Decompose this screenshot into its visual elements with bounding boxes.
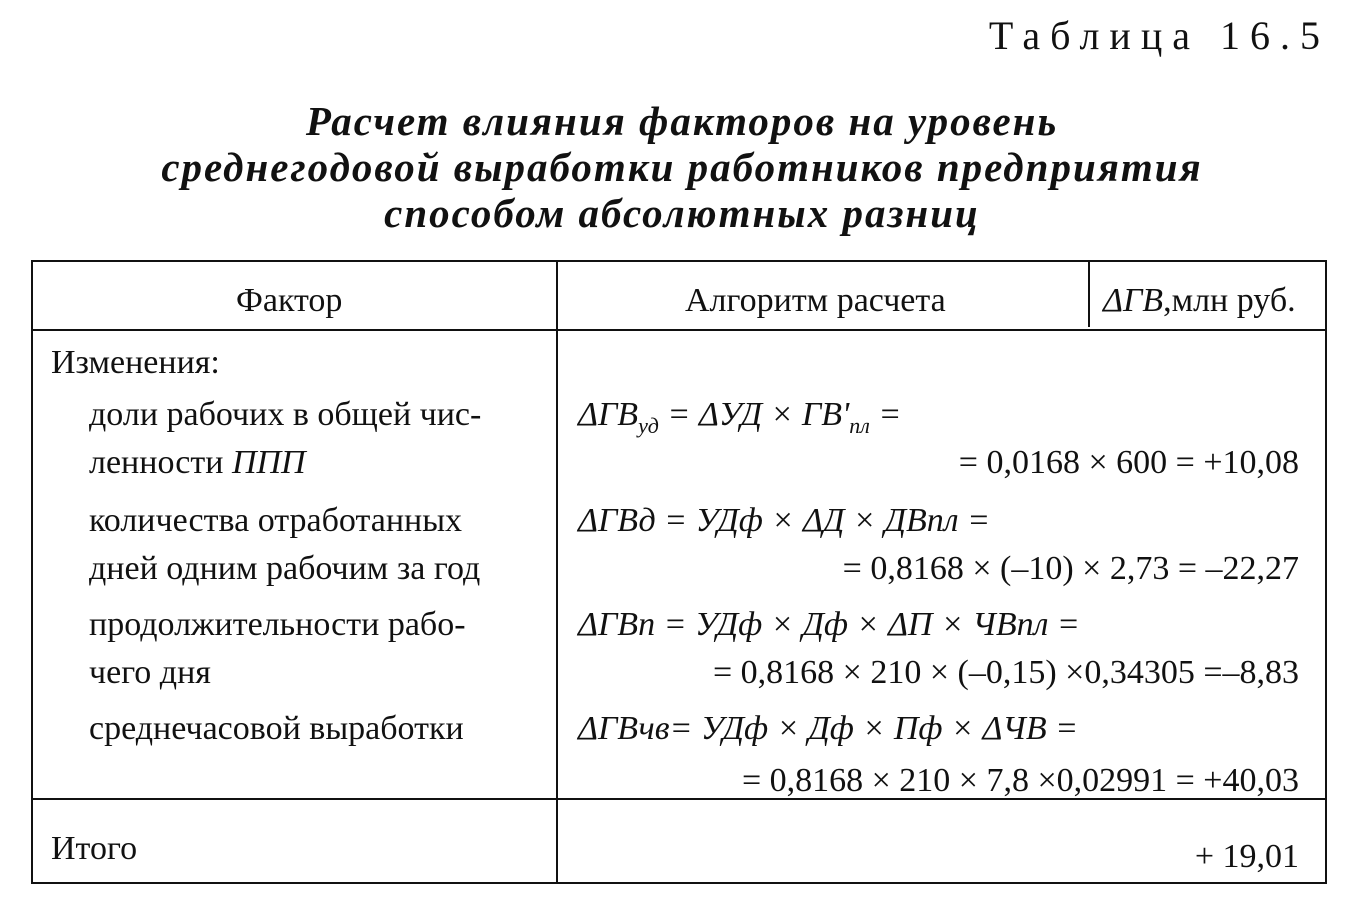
header-value: [1103, 282, 1296, 320]
calc-row-1: = 0,0168 × 600 = +10,08: [958, 444, 1299, 481]
table-title: [0, 98, 1364, 236]
factor-row-1-line-2: ленности ППП: [89, 444, 306, 481]
calc-row-4: = 0,8168 × 210 × 7,8 ×0,02991 = +40,03: [741, 762, 1299, 799]
factor-row-4-line-1: среднечасовой выработки: [89, 710, 464, 747]
title-line-3: способом абсолютных разниц: [384, 190, 980, 236]
title-line-1: Расчет влияния факторов на уровень: [305, 98, 1059, 144]
column-divider: [556, 262, 558, 882]
calc-row-2: = 0,8168 × (–10) × 2,73 = –22,27: [842, 550, 1299, 587]
formula-row-3: ΔГВп = УДф × Дф × ΔП × ЧВпл =: [578, 606, 1080, 643]
table-caption: Таблица 16.5: [988, 13, 1330, 58]
header-factor: Фактор: [236, 282, 343, 319]
factor-intro: Изменения:: [51, 344, 220, 381]
formula-row-2: ΔГВд = УДф × ΔД × ДВпл =: [578, 502, 991, 539]
header-divider: [33, 329, 1325, 331]
total-value: + 19,01: [1194, 838, 1299, 875]
calc-row-3: = 0,8168 × 210 × (–0,15) ×0,34305 =–8,83: [712, 654, 1299, 691]
header-value-unit: ,млн руб.: [1163, 282, 1296, 319]
formula-row-1: $\Delta ГВ_{уд} = \Delta УД \times ГВ'_{пл}$ =: [578, 396, 902, 438]
factor-row-1-line-1: доли рабочих в общей чис-: [89, 396, 482, 433]
title-line-2: среднегодовой выработки работников предприятия: [161, 144, 1203, 190]
factor-row-2-line-1: количества отработанных: [89, 502, 463, 539]
formula-row-4: ΔГВчв= УДф × Дф × Пф × ΔЧВ =: [578, 710, 1079, 747]
column-divider: [1088, 262, 1090, 327]
factor-table: [31, 260, 1327, 884]
factor-row-2-line-2: дней одним рабочим за год: [89, 550, 481, 587]
header-value-symbol: ΔГВ: [1103, 282, 1164, 319]
header-algorithm: Алгоритм расчета: [685, 282, 946, 319]
factor-row-3-line-1: продолжительности рабо-: [89, 606, 466, 643]
factor-row-3-line-2: чего дня: [89, 654, 211, 691]
total-label: Итого: [51, 830, 138, 867]
